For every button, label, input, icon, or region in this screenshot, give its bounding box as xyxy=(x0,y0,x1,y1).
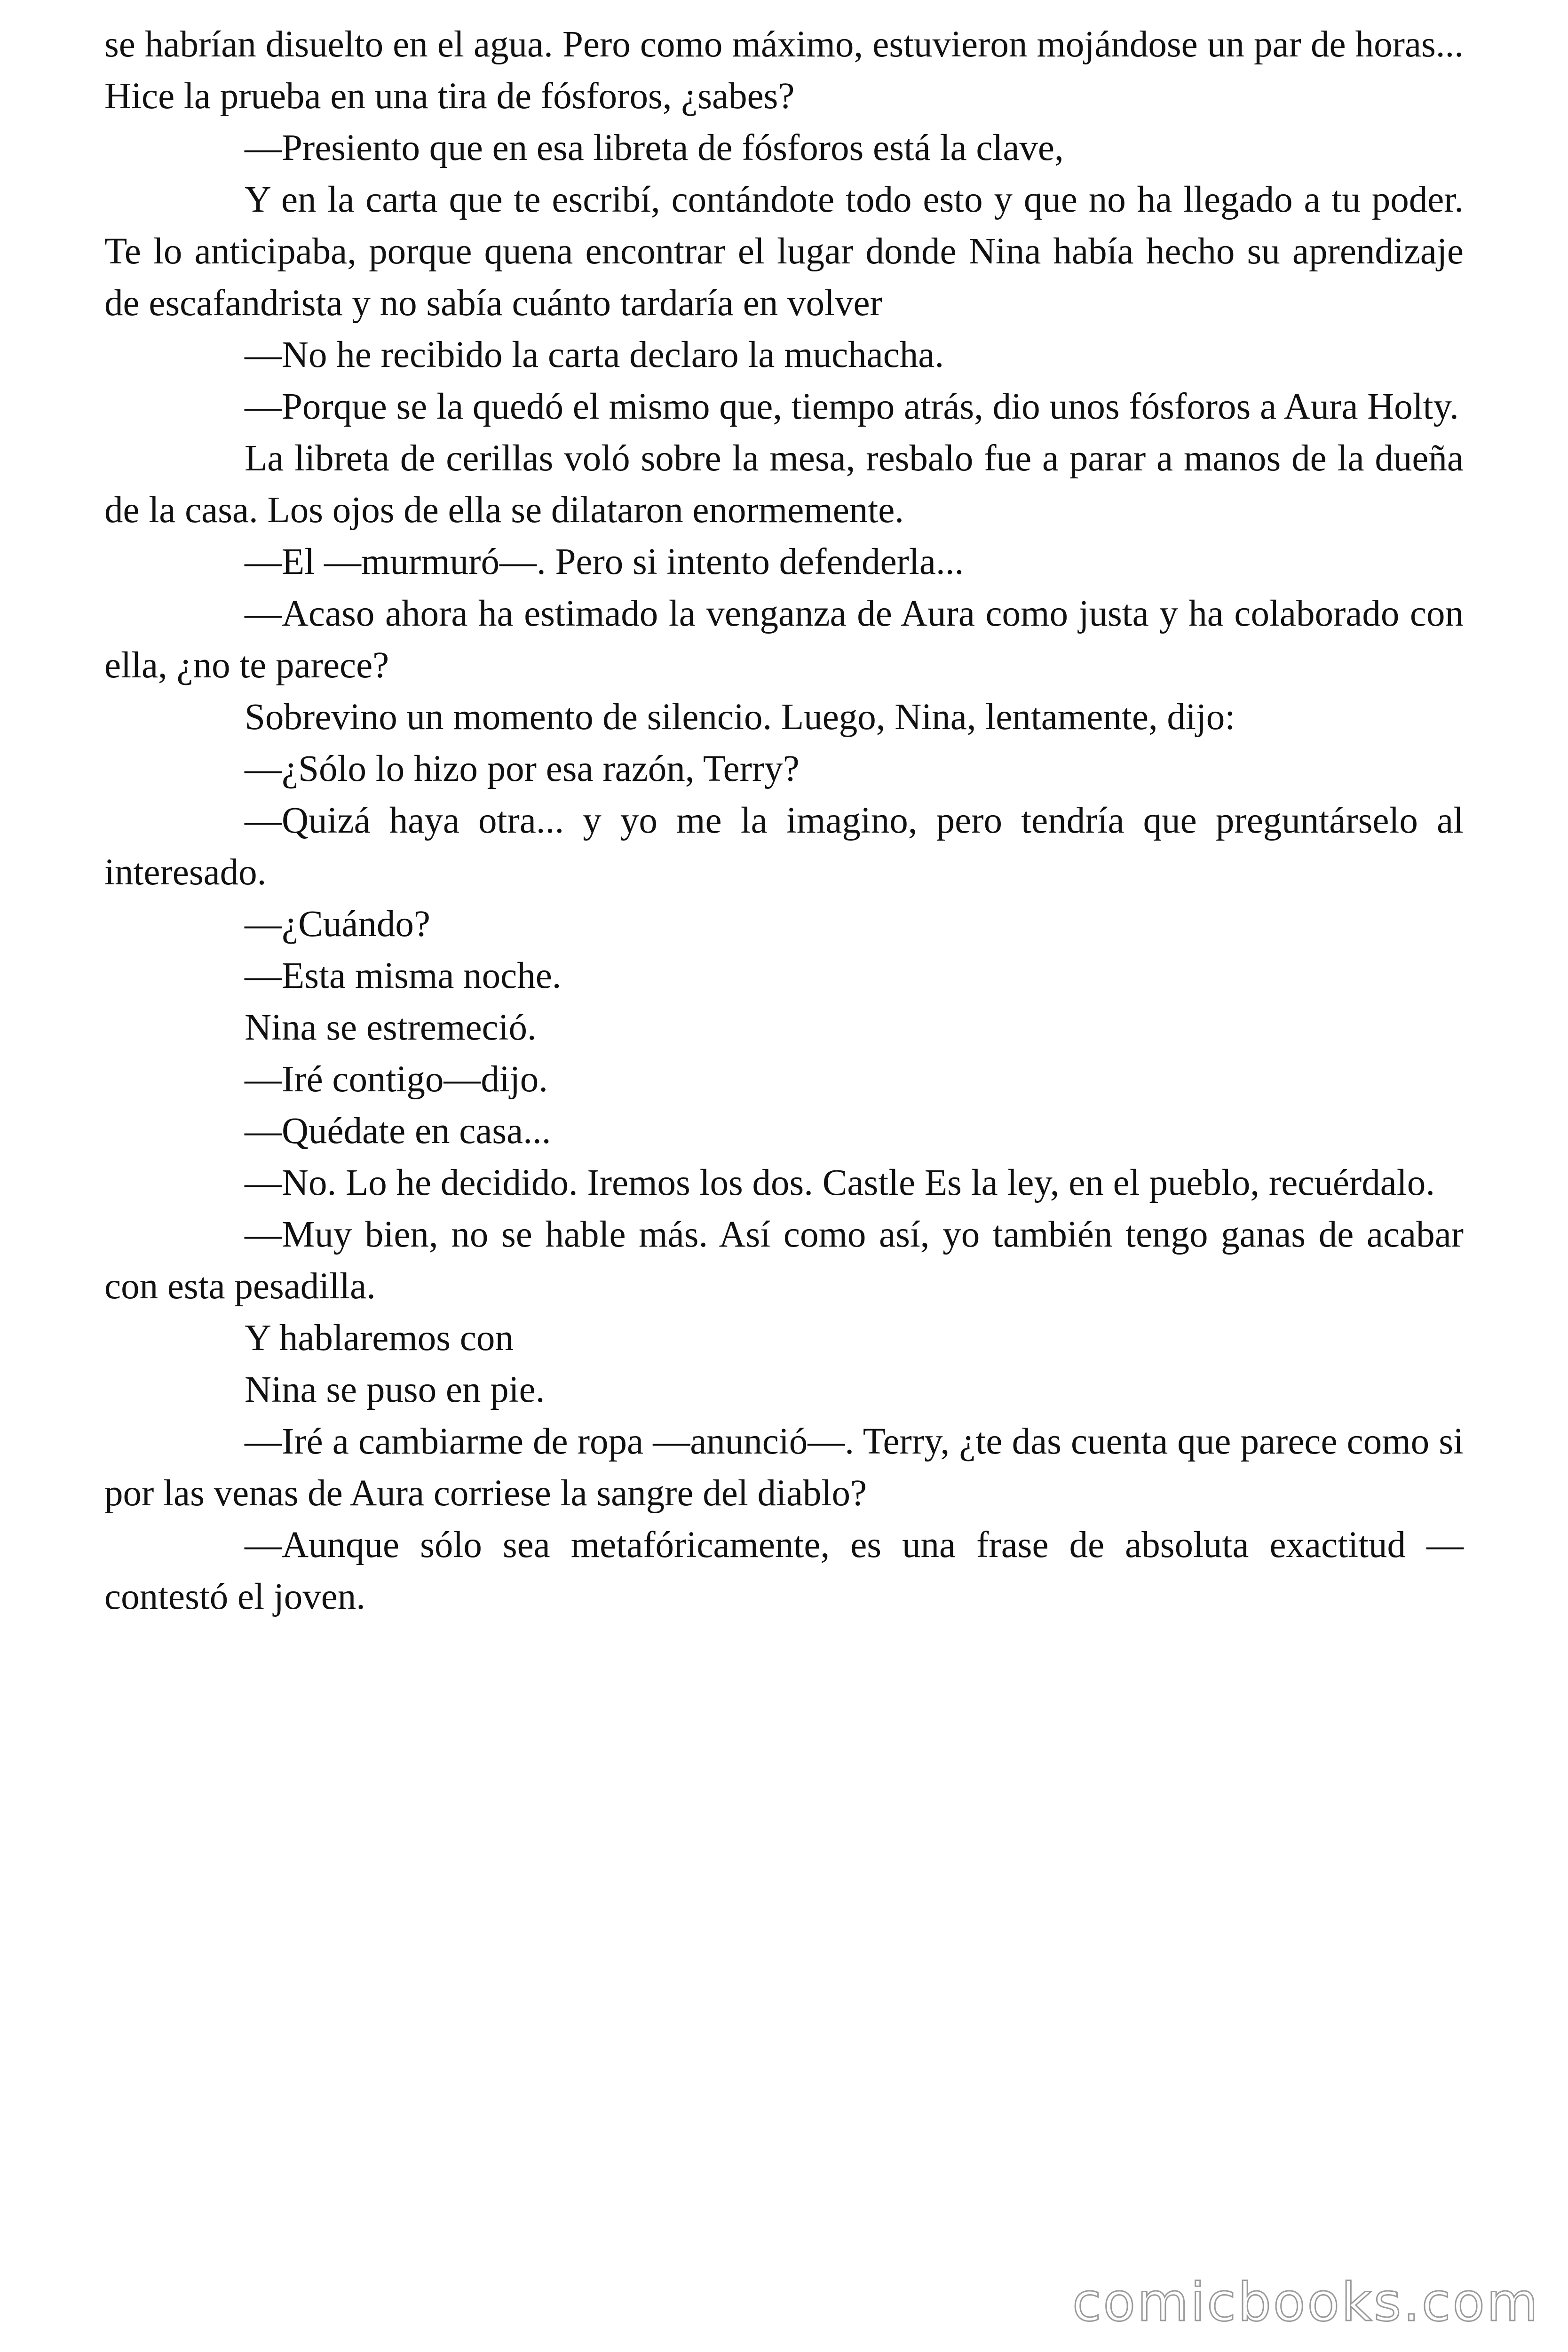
paragraph-1: se habrían disuelto en el agua. Pero como máximo, estuvieron mojándose un par de horas... Hice la prueba en una tira de fósforos, ¿sabes? xyxy=(104,24,1464,117)
paragraph-14: Nina se estremeció. xyxy=(245,1007,537,1048)
paragraph-20: Nina se puso en pie. xyxy=(245,1369,545,1410)
paragraph-15: —Iré contigo—dijo. xyxy=(245,1059,548,1100)
paragraph-10: —¿Sólo lo hizo por esa razón, Terry? xyxy=(245,748,800,789)
paragraph-12: —¿Cuándo? xyxy=(245,904,430,945)
book-page-text xyxy=(104,19,1464,1623)
paragraph-4: —No he recibido la carta declaro la muchacha. xyxy=(245,334,944,375)
paragraph-8: —Acaso ahora ha estimado la venganza de Aura como justa y ha colaborado con ella, ¿no te parece? xyxy=(104,593,1464,686)
paragraph-6: La libreta de cerillas voló sobre la mesa, resbalo fue a parar a manos de la dueña de la casa. Los ojos de ella se dilataron enormemente. xyxy=(104,438,1464,531)
paragraph-11: —Quizá haya otra... y yo me la imagino, pero tendría que preguntárselo al interesado. xyxy=(104,800,1464,893)
paragraph-17: —No. Lo he decidido. Iremos los dos. Castle Es la ley, en el pueblo, recuérdalo. xyxy=(245,1162,1435,1203)
paragraph-9: Sobrevino un momento de silencio. Luego, Nina, lentamente, dijo: xyxy=(245,697,1235,738)
paragraph-2: —Presiento que en esa libreta de fósforos está la clave, xyxy=(245,127,1064,168)
paragraph-18: —Muy bien, no se hable más. Así como así, yo también tengo ganas de acabar con esta pesadilla. xyxy=(104,1214,1464,1307)
paragraph-7: —El —murmuró—. Pero si intento defenderla... xyxy=(245,541,964,582)
watermark: comicbooks.com xyxy=(1072,2272,1540,2333)
paragraph-13: —Esta misma noche. xyxy=(245,955,562,996)
paragraph-16: —Quédate en casa... xyxy=(245,1111,551,1152)
paragraph-19: Y hablaremos con xyxy=(245,1318,514,1359)
paragraph-21: —Iré a cambiarme de ropa —anunció—. Terry, ¿te das cuenta que parece como si por las venas de Aura corriese la sangre del diablo? xyxy=(104,1421,1464,1514)
paragraph-5: —Porque se la quedó el mismo que, tiempo atrás, dio unos fósforos a Aura Holty. xyxy=(245,386,1459,427)
paragraph-3: Y en la carta que te escribí, contándote todo esto y que no ha llegado a tu poder. Te lo anticipaba, porque quena encontrar el lugar donde Nina había hecho su aprendizaje de escafandrista y no sabía cuánto tardaría en volver xyxy=(104,179,1464,324)
paragraph-22: —Aunque sólo sea metafóricamente, es una frase de absoluta exactitud —contestó el joven. xyxy=(104,1525,1464,1617)
